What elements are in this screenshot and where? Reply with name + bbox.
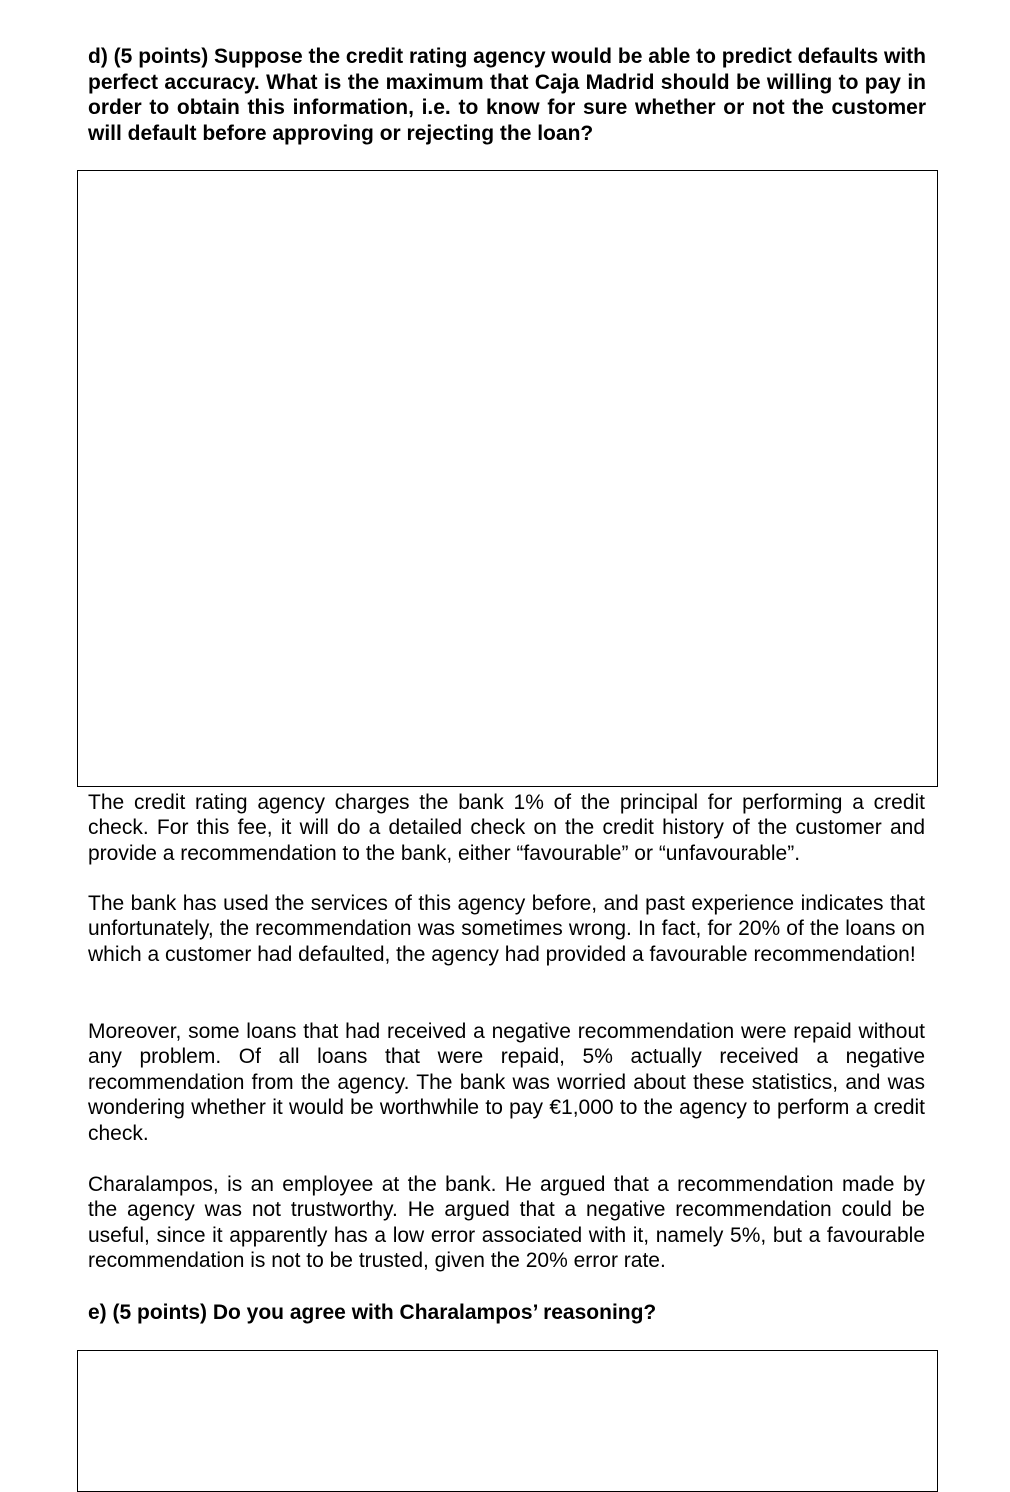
paragraph-past-experience: The bank has used the services of this agency before, and past experience indicates that unfortunately, the recommendation was sometimes wrong. In fact, for 20% of the loans on which a customer had defaulted, the agency had provided a favourable recommendation!: [88, 892, 925, 966]
answer-box-d[interactable]: [77, 170, 938, 787]
paragraph-negative-recommendation: Moreover, some loans that had received a negative recommendation were repaid without any problem. Of all loans that were repaid, 5% actually received a negative recommendation from the agency. The bank was worried about these statistics, and was wondering whether it would be worthwhile to pay €1,000 to the agency to perform a credit check.: [88, 1020, 925, 1145]
question-d-heading: d) (5 points) Suppose the credit rating agency would be able to predict defaults with perfect accuracy. What is the maximum that Caja Madrid should be willing to pay in order to obtain this information, i.e. to know for sure whether or not the customer will default before approving or rejecting the loan?: [88, 45, 926, 145]
paragraph-charalampos-argument: Charalampos, is an employee at the bank. He argued that a recommendation made by the agency was not trustworthy. He argued that a negative recommendation could be useful, since it apparently has a low error associated with it, namely 5%, but a favourable recommendation is not to be trusted, given the 20% error rate.: [88, 1173, 925, 1273]
question-e-heading: e) (5 points) Do you agree with Charalampos’ reasoning?: [88, 1301, 657, 1324]
paragraph-agency-fee: The credit rating agency charges the bank 1% of the principal for performing a credit check. For this fee, it will do a detailed check on the credit history of the customer and provide a recommendation to the bank, either “favourable” or “unfavourable”.: [88, 791, 925, 865]
answer-box-e[interactable]: [77, 1350, 938, 1492]
